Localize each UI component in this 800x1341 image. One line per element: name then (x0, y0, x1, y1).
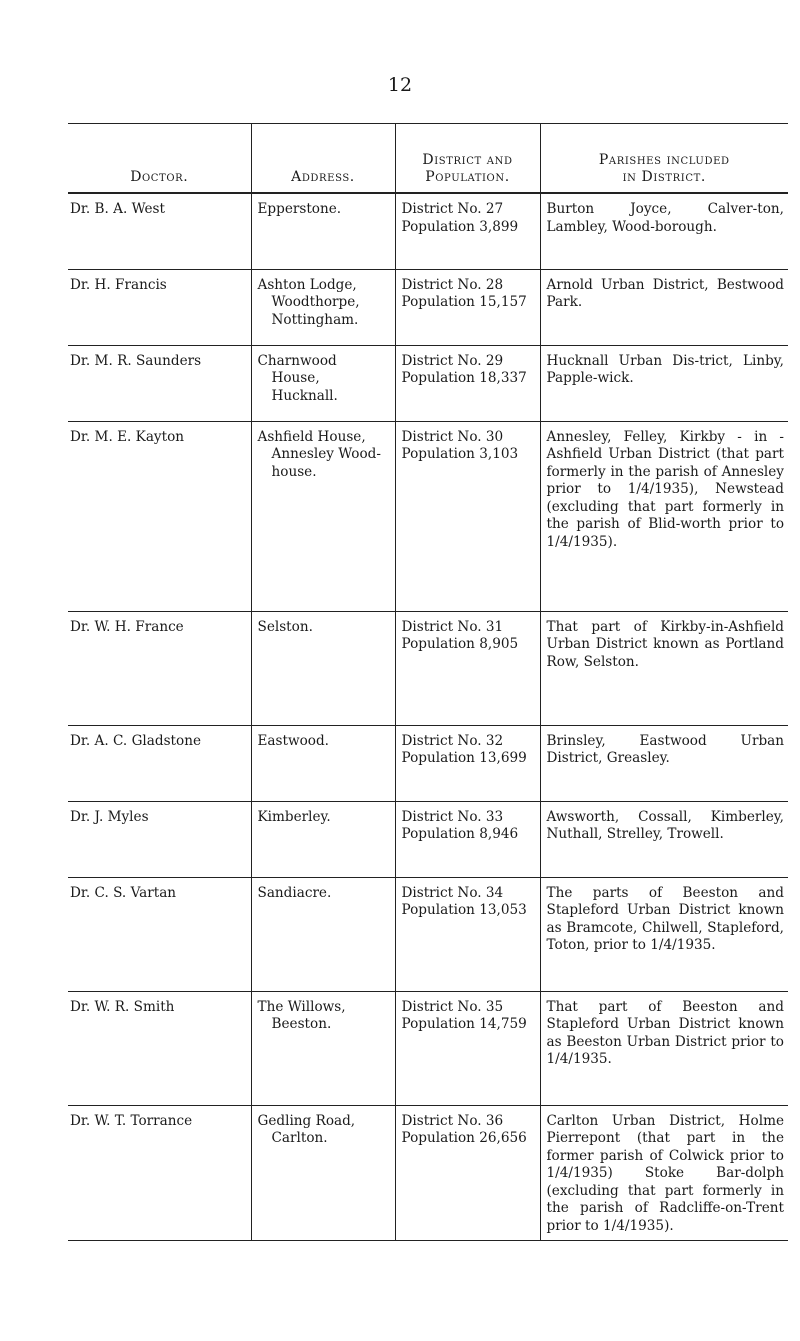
district-population: Population 8,905 (401, 636, 519, 652)
district-cell (395, 1105, 540, 1240)
address-line: Annesley Wood- (271, 446, 381, 462)
doctor-cell: Dr. H. Francis (68, 269, 251, 345)
header-parishes-line-2: in District. (622, 169, 706, 185)
district-population: Population 8,946 (401, 826, 519, 842)
district-cell (395, 421, 540, 611)
address-line: Epperstone. (257, 201, 342, 217)
table-row (68, 269, 788, 345)
district-number: District No. 28 (401, 276, 504, 293)
address-line: Nottingham. (271, 311, 359, 328)
district-cell (395, 611, 540, 725)
district-number: District No. 34 (401, 884, 504, 901)
address-line: The Willows, (257, 998, 346, 1015)
table-header (68, 124, 788, 194)
table-row (68, 1105, 788, 1240)
address-line: Ashton Lodge, (257, 276, 357, 293)
address-line: Hucknall. (271, 387, 338, 404)
district-number: District No. 33 (401, 808, 504, 825)
header-parishes (540, 124, 788, 194)
address-cell (251, 269, 395, 345)
address-line: House, (271, 370, 320, 386)
district-population: Population 14,759 (401, 1016, 527, 1032)
doctor-cell: Dr. M. R. Saunders (68, 345, 251, 421)
parishes-cell: Brinsley, Eastwood Urban District, Greasley. (540, 725, 788, 801)
table-row (68, 421, 788, 611)
table-row (68, 611, 788, 725)
doctor-cell: Dr. A. C. Gladstone (68, 725, 251, 801)
address-cell (251, 345, 395, 421)
header-parishes-line-1: Parishes included (598, 152, 730, 168)
district-cell (395, 269, 540, 345)
address-line: Ashfield House, (257, 428, 366, 445)
district-cell (395, 345, 540, 421)
address-line: Eastwood. (257, 732, 329, 749)
parishes-cell: That part of Kirkby-in-Ashfield Urban District known as Portland Row, Selston. (540, 611, 788, 725)
doctor-cell: Dr. B. A. West (68, 193, 251, 269)
district-population: Population 3,899 (401, 218, 519, 235)
page-number: 12 (387, 74, 413, 96)
table-row (68, 991, 788, 1105)
district-population: Population 18,337 (401, 370, 527, 386)
table-row (68, 801, 788, 877)
address-line: Woodthorpe, (271, 294, 360, 310)
district-population: Population 13,053 (401, 902, 527, 918)
district-cell (395, 193, 540, 269)
header-district-line-2: Population. (425, 169, 510, 185)
table-body (68, 193, 788, 1240)
header-row (68, 124, 788, 194)
address-cell (251, 421, 395, 611)
header-district-line-1: District and (422, 152, 513, 168)
parishes-cell: The parts of Beeston and Stapleford Urban District known as Bramcote, Chilwell, Stapleford, Toton, prior to 1/4/1935. (540, 877, 788, 991)
address-line: Selston. (257, 618, 313, 635)
district-number: District No. 29 (401, 352, 504, 369)
doctor-cell: Dr. J. Myles (68, 801, 251, 877)
address-cell (251, 877, 395, 991)
address-line: Sandiacre. (257, 884, 332, 901)
header-district (395, 124, 540, 194)
doctor-cell: Dr. M. E. Kayton (68, 421, 251, 611)
doctor-cell: Dr. W. H. France (68, 611, 251, 725)
district-number: District No. 32 (401, 732, 504, 749)
table-row (68, 193, 788, 269)
district-number: District No. 36 (401, 1112, 504, 1129)
district-population: Population 3,103 (401, 446, 519, 462)
parishes-cell: Annesley, Felley, Kirkby - in - Ashfield Urban District (that part formerly in the parish of Annesley prior to 1/4/1935), Newstead (excluding that part formerly in the parish of Blid-worth prior to 1/4/1935). (540, 421, 788, 611)
doctor-cell: Dr. C. S. Vartan (68, 877, 251, 991)
district-number: District No. 31 (401, 618, 504, 635)
address-cell (251, 193, 395, 269)
address-cell (251, 611, 395, 725)
district-number: District No. 27 (401, 201, 504, 217)
address-cell (251, 725, 395, 801)
doctor-cell: Dr. W. T. Torrance (68, 1105, 251, 1240)
table-row (68, 877, 788, 991)
address-line: Gedling Road, (257, 1112, 356, 1129)
address-line: Beeston. (271, 1016, 332, 1032)
header-doctor: Doctor. (68, 124, 251, 194)
address-cell (251, 1105, 395, 1240)
district-population: Population 26,656 (401, 1130, 527, 1146)
header-address: Address. (251, 124, 395, 194)
parishes-cell: Burton Joyce, Calver-ton, Lambley, Wood-borough. (540, 193, 788, 269)
district-population: Population 15,157 (401, 294, 527, 310)
table-row (68, 725, 788, 801)
district-number: District No. 35 (401, 998, 504, 1015)
table-row (68, 345, 788, 421)
parishes-cell: That part of Beeston and Stapleford Urban District known as Beeston Urban District prior to 1/4/1935. (540, 991, 788, 1105)
district-number: District No. 30 (401, 428, 504, 445)
district-cell (395, 991, 540, 1105)
address-line: Charnwood (257, 352, 337, 369)
parishes-cell: Carlton Urban District, Holme Pierrepont (that part in the former parish of Colwick prior to 1/4/1935) Stoke Bar-dolph (excluding that part formerly in the parish of Radcliffe-on-Trent prior to 1/4/1935). (540, 1105, 788, 1240)
parishes-cell: Awsworth, Cossall, Kimberley, Nuthall, Strelley, Trowell. (540, 801, 788, 877)
parishes-cell: Arnold Urban District, Bestwood Park. (540, 269, 788, 345)
address-line: house. (271, 463, 317, 480)
address-cell (251, 991, 395, 1105)
district-cell (395, 801, 540, 877)
district-cell (395, 725, 540, 801)
address-line: Kimberley. (257, 808, 331, 825)
district-population: Population 13,699 (401, 750, 527, 766)
district-cell (395, 877, 540, 991)
medical-officers-table (68, 123, 788, 1241)
address-line: Carlton. (271, 1130, 328, 1146)
doctor-cell: Dr. W. R. Smith (68, 991, 251, 1105)
address-cell (251, 801, 395, 877)
parishes-cell: Hucknall Urban Dis-trict, Linby, Papple-wick. (540, 345, 788, 421)
